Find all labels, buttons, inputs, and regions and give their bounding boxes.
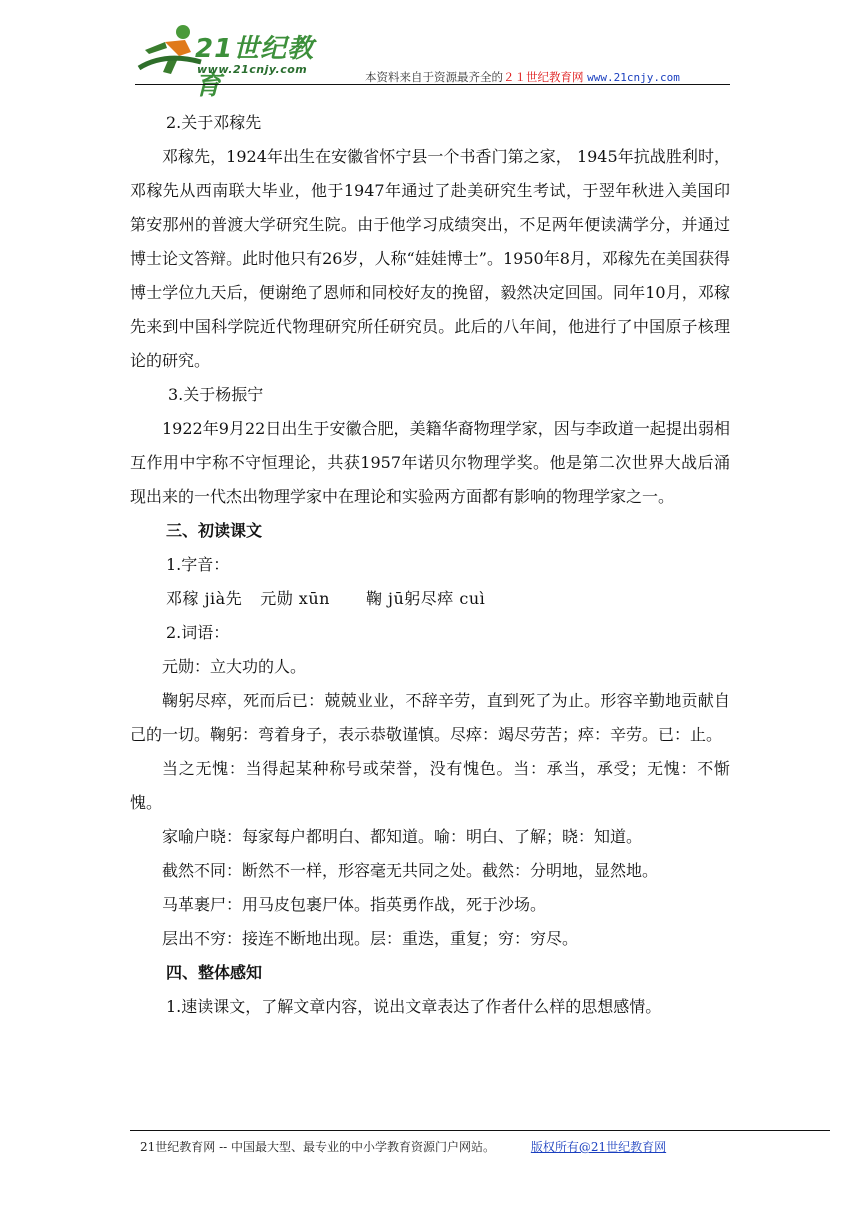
logo-url: www.21cnjy.com [197,63,308,76]
brand-logo [135,22,335,101]
pronunciation-item: 元勋 xūn [260,589,330,608]
logo-text: 21世纪教育 [195,34,315,101]
paragraph-deng: 邓稼先，1924年出生在安徽省怀宁县一个书香门第之家， 1945年抗战胜利时，邓稼先从西南联大毕业，他于1947年通过了赴美研究生考试，于翌年秋进入美国印第安那州的普渡大学研究生院。由于他学习成绩突出，不足两年便读满学分，并通过博士论文答辩。此时他只有26岁，人称“娃娃博士”。1950年8月，邓稼先在美国获得博士学位九天后，便谢绝了恩师和同校好友的挽留，毅然决定回国。同年10月，邓稼先来到中国科学院近代物理研究所任研究员。此后的八年间，他进行了中国原子核理论的研究。 [130,147,730,370]
source-note-brand: ２１世纪教育网 [503,70,584,84]
page-header [135,22,730,101]
vocab-entry: 层出不穷：接连不断地出现。层：重迭，重复；穷：穷尽。 [162,929,579,948]
label-vocabulary: 2.词语： [166,623,230,642]
pronunciation-item: 邓稼 jià先 [166,589,243,608]
vocab-entry: 家喻户晓：每家每户都明白、都知道。喻：明白、了解；晓：知道。 [162,827,643,846]
header-source-note [365,69,680,85]
pronunciation-item: 鞠 jū躬尽瘁 cuì [365,589,486,608]
heading-first-reading: 三、初读课文 [166,521,263,540]
section-title-yang: 3.关于杨振宁 [168,385,264,404]
heading-overall-perception: 四、整体感知 [166,963,263,982]
page-footer [140,1138,666,1155]
main-content [130,106,730,1024]
section-title-deng: 2.关于邓稼先 [166,113,262,132]
source-note-prefix: 本资料来自于资源最齐全的 [365,70,503,84]
vocab-entry: 元勋：立大功的人。 [162,657,307,676]
pronunciation-line [130,582,730,616]
copyright-link[interactable]: 版权所有@21世纪教育网 [530,1140,667,1154]
footer-text: 21世纪教育网 -- 中国最大型、最专业的中小学教育资源门户网站。 [140,1140,496,1154]
vocab-entry: 鞠躬尽瘁，死而后已：兢兢业业，不辞辛劳，直到死了为止。形容辛勤地贡献自己的一切。鞠躬：弯着身子，表示恭敬谨慎。尽瘁：竭尽劳苦；瘁：辛劳。已：止。 [130,691,730,744]
vocab-entry: 马革裹尸：用马皮包裹尸体。指英勇作战，死于沙场。 [162,895,547,914]
paragraph-yang: 1922年9月22日出生于安徽合肥，美籍华裔物理学家，因与李政道一起提出弱相互作用中宇称不守恒理论，共获1957年诺贝尔物理学奖。他是第二次世界大战后涌现出来的一代杰出物理学家中在理论和实验两方面都有影响的物理学家之一。 [130,419,730,506]
source-note-url[interactable]: www.21cnjy.com [587,71,680,84]
footer-divider [130,1130,830,1131]
label-pronunciation: 1.字音： [166,555,230,574]
question-1: 1.速读课文，了解文章内容，说出文章表达了作者什么样的思想感情。 [166,997,662,1016]
vocab-entry: 截然不同：断然不一样，形容毫无共同之处。截然：分明地，显然地。 [162,861,659,880]
header-divider [135,84,730,85]
vocab-entry: 当之无愧：当得起某种称号或荣誉，没有愧色。当：承当，承受；无愧：不惭愧。 [130,759,730,812]
